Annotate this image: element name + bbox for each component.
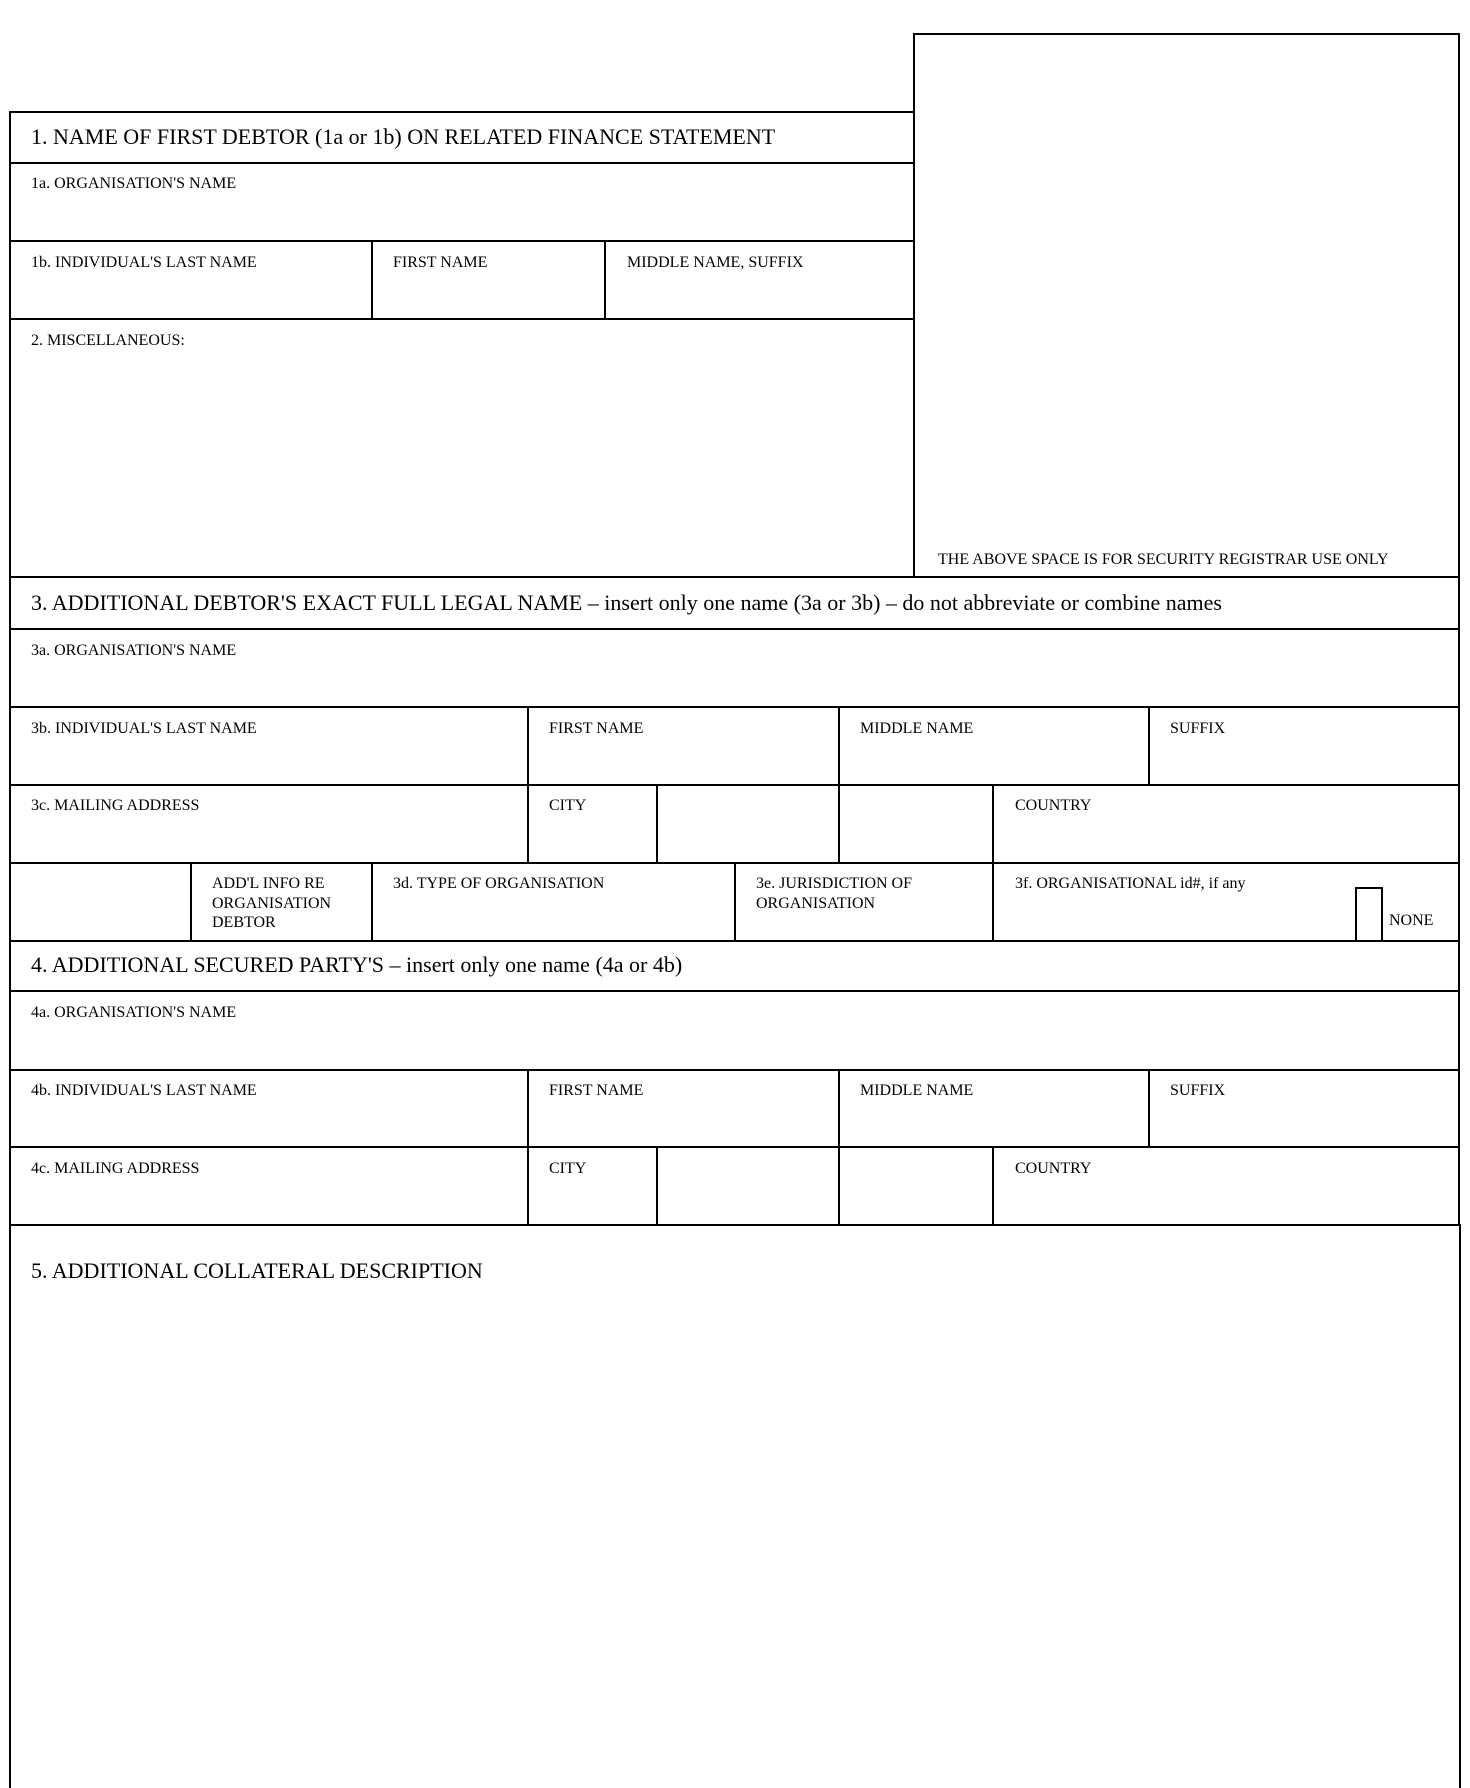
additional-debtor-city-field[interactable] — [529, 786, 655, 861]
jurisdiction-label-line-1: 3e. JURISDICTION OF — [756, 875, 912, 892]
miscellaneous-label: 2. MISCELLANEOUS: — [31, 332, 185, 349]
secured-party-first-name-label: FIRST NAME — [549, 1082, 644, 1099]
section-5-heading: 5. ADDITIONAL COLLATERAL DESCRIPTION — [31, 1258, 483, 1283]
none-checkbox[interactable] — [1355, 887, 1383, 942]
additional-debtor-mailing-address-label: 3c. MAILING ADDRESS — [31, 797, 200, 814]
additional-debtor-country-label: COUNTRY — [1015, 797, 1092, 814]
secured-party-middle-name-label: MIDDLE NAME — [860, 1082, 974, 1099]
secured-party-country-label: COUNTRY — [1015, 1160, 1092, 1177]
organisational-id-label: 3f. ORGANISATIONAL id#, if any — [1015, 875, 1246, 892]
secured-party-state-field[interactable] — [658, 1148, 837, 1224]
secured-party-suffix-label: SUFFIX — [1170, 1082, 1226, 1099]
secured-party-last-name-label: 4b. INDIVIDUAL'S LAST NAME — [31, 1082, 257, 1099]
additional-debtor-city-label: CITY — [549, 797, 587, 814]
jurisdiction-label-line-2: ORGANISATION — [756, 895, 876, 912]
collateral-description-field[interactable] — [11, 1226, 1459, 1786]
secured-party-postal-code-field[interactable] — [840, 1148, 991, 1224]
additional-debtor-suffix-label: SUFFIX — [1170, 720, 1226, 737]
secured-party-city-label: CITY — [549, 1160, 587, 1177]
additional-debtor-organisation-name-label: 3a. ORGANISATION'S NAME — [31, 642, 237, 659]
first-debtor-middle-suffix-label: MIDDLE NAME, SUFFIX — [627, 254, 804, 271]
registrar-note: THE ABOVE SPACE IS FOR SECURITY REGISTRAR USE ONLY — [938, 551, 1389, 568]
first-debtor-last-name-label: 1b. INDIVIDUAL'S LAST NAME — [31, 254, 257, 271]
organisation-type-label: 3d. TYPE OF ORGANISATION — [393, 875, 605, 892]
first-debtor-organisation-name-label: 1a. ORGANISATION'S NAME — [31, 175, 237, 192]
additional-debtor-middle-name-label: MIDDLE NAME — [860, 720, 974, 737]
additional-debtor-first-name-label: FIRST NAME — [549, 720, 644, 737]
secured-party-organisation-name-label: 4a. ORGANISATION'S NAME — [31, 1004, 237, 1021]
addl-info-label-line-1: ADD'L INFO RE — [212, 875, 325, 892]
additional-debtor-last-name-label: 3b. INDIVIDUAL'S LAST NAME — [31, 720, 257, 737]
section-1-heading: 1. NAME OF FIRST DEBTOR (1a or 1b) ON RELATED FINANCE STATEMENT — [31, 124, 776, 149]
secured-party-city-field[interactable] — [529, 1148, 655, 1224]
section-4-heading: 4. ADDITIONAL SECURED PARTY'S – insert only one name (4a or 4b) — [31, 952, 683, 977]
additional-debtor-postal-code-field[interactable] — [840, 786, 991, 861]
miscellaneous-field[interactable] — [11, 320, 913, 576]
section-3-heading: 3. ADDITIONAL DEBTOR'S EXACT FULL LEGAL NAME – insert only one name (3a or 3b) – do not abbreviate or combine names — [31, 590, 1222, 615]
registrar-use-box — [913, 33, 1460, 578]
none-label: NONE — [1389, 912, 1434, 929]
additional-debtor-blank-cell — [11, 864, 189, 940]
additional-debtor-state-field[interactable] — [658, 786, 837, 861]
secured-party-mailing-address-label: 4c. MAILING ADDRESS — [31, 1160, 200, 1177]
first-debtor-first-name-label: FIRST NAME — [393, 254, 488, 271]
addl-info-label-line-3: DEBTOR — [212, 914, 276, 931]
addl-info-label-line-2: ORGANISATION — [212, 895, 332, 912]
